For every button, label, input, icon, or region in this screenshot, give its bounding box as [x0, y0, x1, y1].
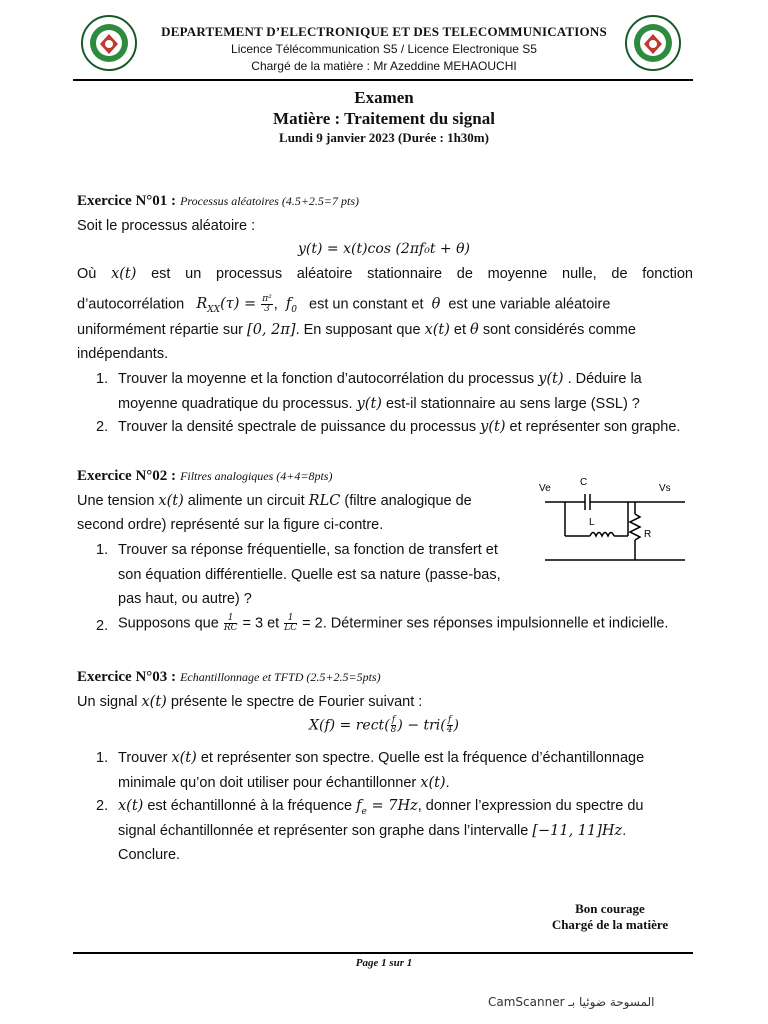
- label-r: R: [644, 529, 652, 540]
- ex2-q1-line2: son équation différentielle. Quelle est sa nature (passe-bas,: [118, 567, 501, 583]
- ex1-text: d’autocorrélation: [77, 296, 185, 313]
- ex2-text: Une tension: [77, 493, 155, 509]
- ex3-text: Un signal: [77, 694, 138, 710]
- eq-part: X(f) = rect: [309, 717, 385, 734]
- camscanner-watermark: CamScanner المسوحة ضوئيا بـ: [488, 995, 655, 1009]
- ex1-text: Où: [77, 266, 97, 282]
- frac-den: RC: [223, 623, 238, 633]
- ex1-line4: indépendants.: [77, 346, 169, 362]
- fe-letter: f: [356, 798, 362, 814]
- ex1-equation: y(t) = x(t)cos (2πf₀t + θ): [298, 241, 470, 257]
- ex3-q2-line1: [118, 798, 694, 817]
- q-math: x(t): [420, 775, 446, 791]
- q-text: = 2. Déterminer ses réponses impulsionnelle et indicielle.: [302, 615, 669, 632]
- ex1-heading: [77, 193, 693, 209]
- q-text: signal échantillonnée et représenter son graphe dans l’intervalle: [118, 823, 529, 839]
- ex3-math: x(t): [141, 694, 167, 710]
- q-text: Trouver la moyenne et la fonction d’autocorrélation du processus: [118, 371, 535, 387]
- ex1-text: uniformément répartie sur: [77, 322, 244, 338]
- teacher-line: Chargé de la matière : Mr Azeddine MEHAOUCHI: [251, 59, 517, 73]
- ex1-line1: [77, 266, 693, 282]
- f0-sub: 0: [291, 305, 297, 316]
- q-math: y(t): [356, 396, 382, 412]
- exam-date: Lundi 9 janvier 2023 (Durée : 1h30m): [279, 130, 489, 145]
- rxx-symbol: [196, 296, 257, 316]
- q-text: moyenne quadratique du processus.: [118, 396, 353, 412]
- ex1-math: x(t): [111, 266, 137, 282]
- frac-1-lc: [284, 614, 297, 633]
- q-number: 1.: [96, 371, 109, 387]
- frac-den: 8: [390, 725, 397, 735]
- frac-den: LC: [284, 623, 298, 633]
- frac-num: f: [447, 715, 452, 725]
- frac-den: 4: [446, 725, 453, 735]
- ex1-text: est une variable aléatoire: [448, 296, 611, 313]
- closing-charge: Chargé de la matière: [551, 917, 669, 932]
- q-math: x(t): [118, 798, 144, 814]
- q-math: y(t): [480, 419, 506, 435]
- ex3-q2-line3: Conclure.: [118, 847, 181, 863]
- frac-num: 1: [284, 614, 297, 624]
- exam-title: Examen: [354, 88, 414, 107]
- ex1-line3: [77, 322, 693, 338]
- ex1-title: Exercice N°01 :: [77, 193, 177, 209]
- ex3-q2-line2: [118, 823, 626, 839]
- ex1-math: x(t): [424, 322, 450, 338]
- f0-letter: f: [285, 296, 292, 313]
- label-ve: Ve: [539, 483, 551, 494]
- ex2-math: x(t): [158, 493, 184, 509]
- ex2-subtitle: Filtres analogiques (4+4=8pts): [180, 469, 333, 483]
- ex3-text: présente le spectre de Fourier suivant :: [170, 694, 423, 710]
- q-math: x(t): [171, 750, 197, 766]
- fe-symbol: [356, 798, 418, 817]
- ex3-heading: [77, 669, 693, 685]
- q-text: = 3 et: [242, 615, 280, 632]
- ex3-equation: X(f) = rect( $\frac{f}{8}$ ) − tri( $\frac{f}{4}$ ): [309, 715, 459, 735]
- footer-rule: [73, 952, 693, 954]
- eq-frac-f4: [447, 716, 453, 735]
- rlc-circuit-diagram: [535, 474, 695, 564]
- rxx-sub: XX: [207, 305, 221, 316]
- q-number: 1.: [96, 750, 109, 766]
- label-c: C: [580, 477, 588, 488]
- q-text: minimale qu’on doit utiliser pour échantillonner: [118, 775, 417, 791]
- q-number: 1.: [96, 542, 109, 558]
- header-rule: [73, 79, 693, 81]
- frac-den: 3: [264, 304, 270, 314]
- eq-part: ): [453, 717, 459, 734]
- department-name: DEPARTEMENT D’ELECTRONIQUE ET DES TELECOMMUNICATIONS: [161, 24, 607, 39]
- q-math: [−11, 11]Hz: [532, 823, 623, 839]
- q-text: Trouver la densité spectrale de puissance du processus: [118, 419, 477, 435]
- page-number: Page 1 sur 1: [355, 957, 413, 969]
- ex3-q1-line1: [118, 750, 644, 766]
- q-text: .: [622, 823, 627, 839]
- frac-num: π²: [262, 294, 272, 304]
- ex2-q1-line3: pas haut, ou autre) ?: [118, 591, 252, 607]
- interval: [0, 2π]: [247, 322, 296, 338]
- q-text: . Déduire la: [567, 371, 642, 387]
- ex2-q1-line1: Trouver sa réponse fréquentielle, sa fonction de transfert et: [118, 542, 498, 558]
- ex1-subtitle: Processus aléatoires (4.5+2.5=7 pts): [180, 194, 360, 208]
- ex2-line1: [77, 493, 522, 509]
- ex1-line2: d’autocorrélation $R_{XX}(\tau)$ = $\frac{\text{π²}}{3}$ , $f_0$ est un constant et θ est une variable aléatoire: [77, 294, 611, 316]
- q-math: y(t): [538, 371, 564, 387]
- ex1-intro: Soit le processus aléatoire :: [77, 218, 256, 234]
- circuit-wires: [545, 494, 685, 560]
- licence-line: Licence Télécommunication S5 / Licence Electronique S5: [231, 42, 537, 56]
- q-text: Supposons que: [118, 615, 219, 632]
- eq-frac-f8: [391, 716, 397, 735]
- ex1-text: est un constant et: [309, 296, 424, 313]
- theta-symbol: θ: [470, 322, 479, 338]
- ex3-line1: [77, 694, 693, 710]
- q-text: et représenter son graphe.: [509, 419, 681, 435]
- q-text: et représenter son spectre. Quelle est la fréquence d’échantillonnage: [200, 750, 645, 766]
- ex1-q2: [118, 419, 680, 435]
- theta-symbol: θ: [431, 296, 441, 313]
- q-number: 2.: [96, 618, 109, 634]
- frac-num: 1: [224, 614, 238, 624]
- q-number: 2.: [96, 419, 109, 435]
- ex3-q1-line2: [118, 775, 450, 791]
- frac-1-rc: [224, 614, 238, 633]
- fe-sub: e: [361, 806, 367, 817]
- label-l: L: [589, 517, 595, 528]
- q-text: Trouver: [118, 750, 168, 766]
- f0-symbol: [285, 296, 297, 316]
- ex1-text: est un processus aléatoire stationnaire de moyenne nulle, de fonction: [151, 266, 694, 282]
- exam-subject: Matière : Traitement du signal: [273, 109, 495, 128]
- fe-value: = 7Hz: [371, 798, 418, 814]
- q-text: est-il stationnaire au sens large (SSL) ?: [385, 396, 640, 412]
- ex2-title: Exercice N°02 :: [77, 468, 177, 484]
- rxx-letter: R: [196, 296, 208, 313]
- ex2-text: alimente un circuit: [187, 493, 305, 509]
- ex1-text: et: [453, 322, 467, 338]
- ex3-subtitle: Echantillonnage et TFTD (2.5+2.5=5pts): [180, 670, 381, 684]
- pi-frac: [261, 295, 273, 314]
- ex1-q1-line1: [118, 371, 694, 387]
- rxx-arg: (τ) =: [220, 296, 257, 313]
- q-text: est échantillonné à la fréquence: [147, 798, 353, 814]
- ex3-title: Exercice N°03 :: [77, 669, 177, 685]
- q-text: .: [445, 775, 450, 791]
- ex2-math: RLC: [308, 493, 341, 509]
- q-text: , donner l’expression du spectre du: [417, 798, 644, 814]
- ex2-line2: second ordre) représenté sur la figure ci-contre.: [77, 517, 384, 533]
- ex1-text: sont considérés comme: [482, 322, 636, 338]
- ex2-q2: [118, 614, 668, 633]
- bon-courage: Bon courage: [575, 901, 645, 916]
- frac-num: f: [391, 715, 396, 725]
- label-vs: Vs: [659, 483, 671, 494]
- ex2-text: (filtre analogique de: [344, 493, 472, 509]
- ex1-text: . En supposant que: [295, 322, 421, 338]
- ex1-q1-line2: [118, 396, 640, 412]
- q-number: 2.: [96, 798, 109, 814]
- eq-part: − tri(: [407, 717, 446, 734]
